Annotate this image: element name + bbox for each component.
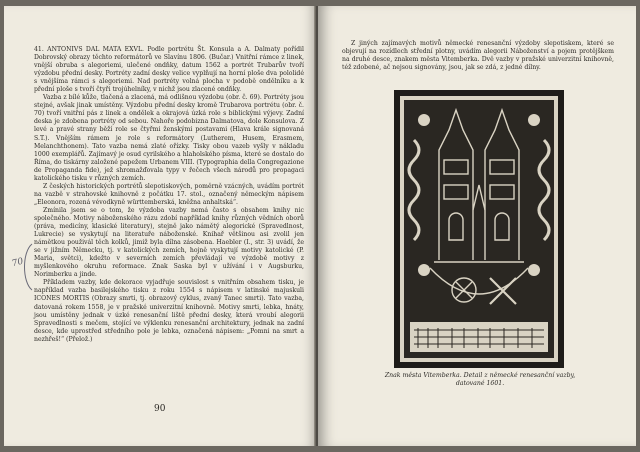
caption-line: Znak města Vitemberka. Detail z německé renesanční vazby, [384,372,576,379]
left-page [4,6,316,446]
paragraph: Vazba z bílé kůže, tlačená a zlacená, má odlišnou výzdobu (obr. č. 69). Portréty jsou stejné, avšak jinak umístěny. Výzdobu přední desky kromě Trubarova portrétu (obr. č. 70) tvoří vnitřní pás z linek a ondělek a okrajová úzká role s biblickými výjevy. Zadní deska je zdobena portréty od sebou. Nahoře podobizna Dalmatova, dole Konsulova. Z levé a pravé strany běží role se čtyřmi ženskými postavami (Hlava krále signovaná S.T.). Vnějším rámem je role s reformátory (Lutherem, Husem, Erasmem, Melanchthonem). Tato vazba nemá zlaté ořízky. Tisky obou vazeb vyšly v nákladu 1000 exemplářů. Zajímavý je osud cyrilského a hlaholského písma, které se dostalo do Říma, do tiskárny založené papežem Urbanem VIII. (Typographia della Congregazione de Propaganda fide), jež shromažďovala typy v řečech všech národů pro propagaci katolického tisku v různých zemích. [34,94,304,182]
caption-line: datované 1601. [455,380,505,387]
engraving-figure [394,90,564,368]
figure-caption [362,372,598,388]
right-page-text [342,40,614,72]
left-page-text [34,46,304,344]
margin-note: 70 [10,256,25,270]
paragraph: Příkladem vazby, kde dekorace vyjadřuje souvislost s vnitřním obsahem tisku, je například vazba basilejského tisku z roku 1554 s nápisem v latinské majuskuli ICONES MORTIS (Obrazy smrti, tj. obrazový cyklus, zvaný Tanec smrti). Tato vazba, datovaná rokem 1558, je v pražské univerzitní knihovně. Motivy smrti, lebka, hnáty, jsou umístěny jednak v úzké renesanční liště přední desky, která vroubí alegorii Spravedlnosti s mečem, stojící ve výklenku renesanční architektury, jednak na zadní desce, kde uprostřed středního pole je lebka, označená nápisem: „Pomni na smrt a nezhřeš!“ (Přelož.) [34,279,304,343]
right-page [318,6,636,446]
page-number: 90 [154,404,166,414]
paragraph: Z jiných zajímavých motivů německé renesanční výzdoby slepotiskem, které se objevují na rozídlech střední plotny, uvádím alegorii Náboženství a pojem protějškem na druhé desce, znakem města Vitemberka. Dvě vazby v pražské univerzitní knihovně, též zdobené, ač nejsou signovány, jsou, jak se zdá, z jedné dílny. [342,40,614,72]
paragraph: Zmínila jsem se o tom, že výzdoba vazby nemá často s obsahem knihy nic společného. Motivy náboženského rázu zdobí například knihy různých vědních oborů (práva, medicíny, klasické literatury), stejně jako námětý alegorické (Spravedlnost, Lukrecie) se vyskytují na literatuře náboženské. Knihař většinou asi zvolil jen námětkou použivál těch kolků, jimiž byla dílna zásobena. Haebler (I., str. 3) uvádí, že se v jižním Německu, tj. v katolických zemích, hojně vyskytují motivy katolické (P. Maria, světci), kdežto v severních zemích převládají ve výzdobě motivy z myšlenkového okruhu reformace. Znak Saska byl v užívání i v Augsburku, Norimberku a jinde. [34,206,304,279]
paragraph: Z českých historických portrétů slepotiskových, poměrně vzácných, uvádím portrét na vazbě v strahovské knihovně z počátku 17. stol., označený německým nápisem „Eleonora, rozená vévodkyně württemberská, kněžna anhaltská“. [34,182,304,206]
paragraph: 41. ANTONIVS DAL MATA EXVL. Podle portrétu Št. Konsula a A. Dalmaty pořídil Dobrovský obrazy těchto reformátorů ve Slavínu 1806. (Bučar.) Vnitřní rámce z linek, vnější obruba s alegoriemi, ulečené ondňky, datum 1562 a portrét Trubarův tvoří výzdobu přední desky. Portréty zadní desky velice vyplňují na horní ploše dva pololidé s vnějšíma rámci s alegoriemi. Nad portréty volná plocha v podobě ondělníku a k přední ploše s tvoří čtyři trojúhelníky, v nichž jsou zlacené ondňky. [34,46,304,94]
city-coat-of-arms-icon [394,90,564,368]
